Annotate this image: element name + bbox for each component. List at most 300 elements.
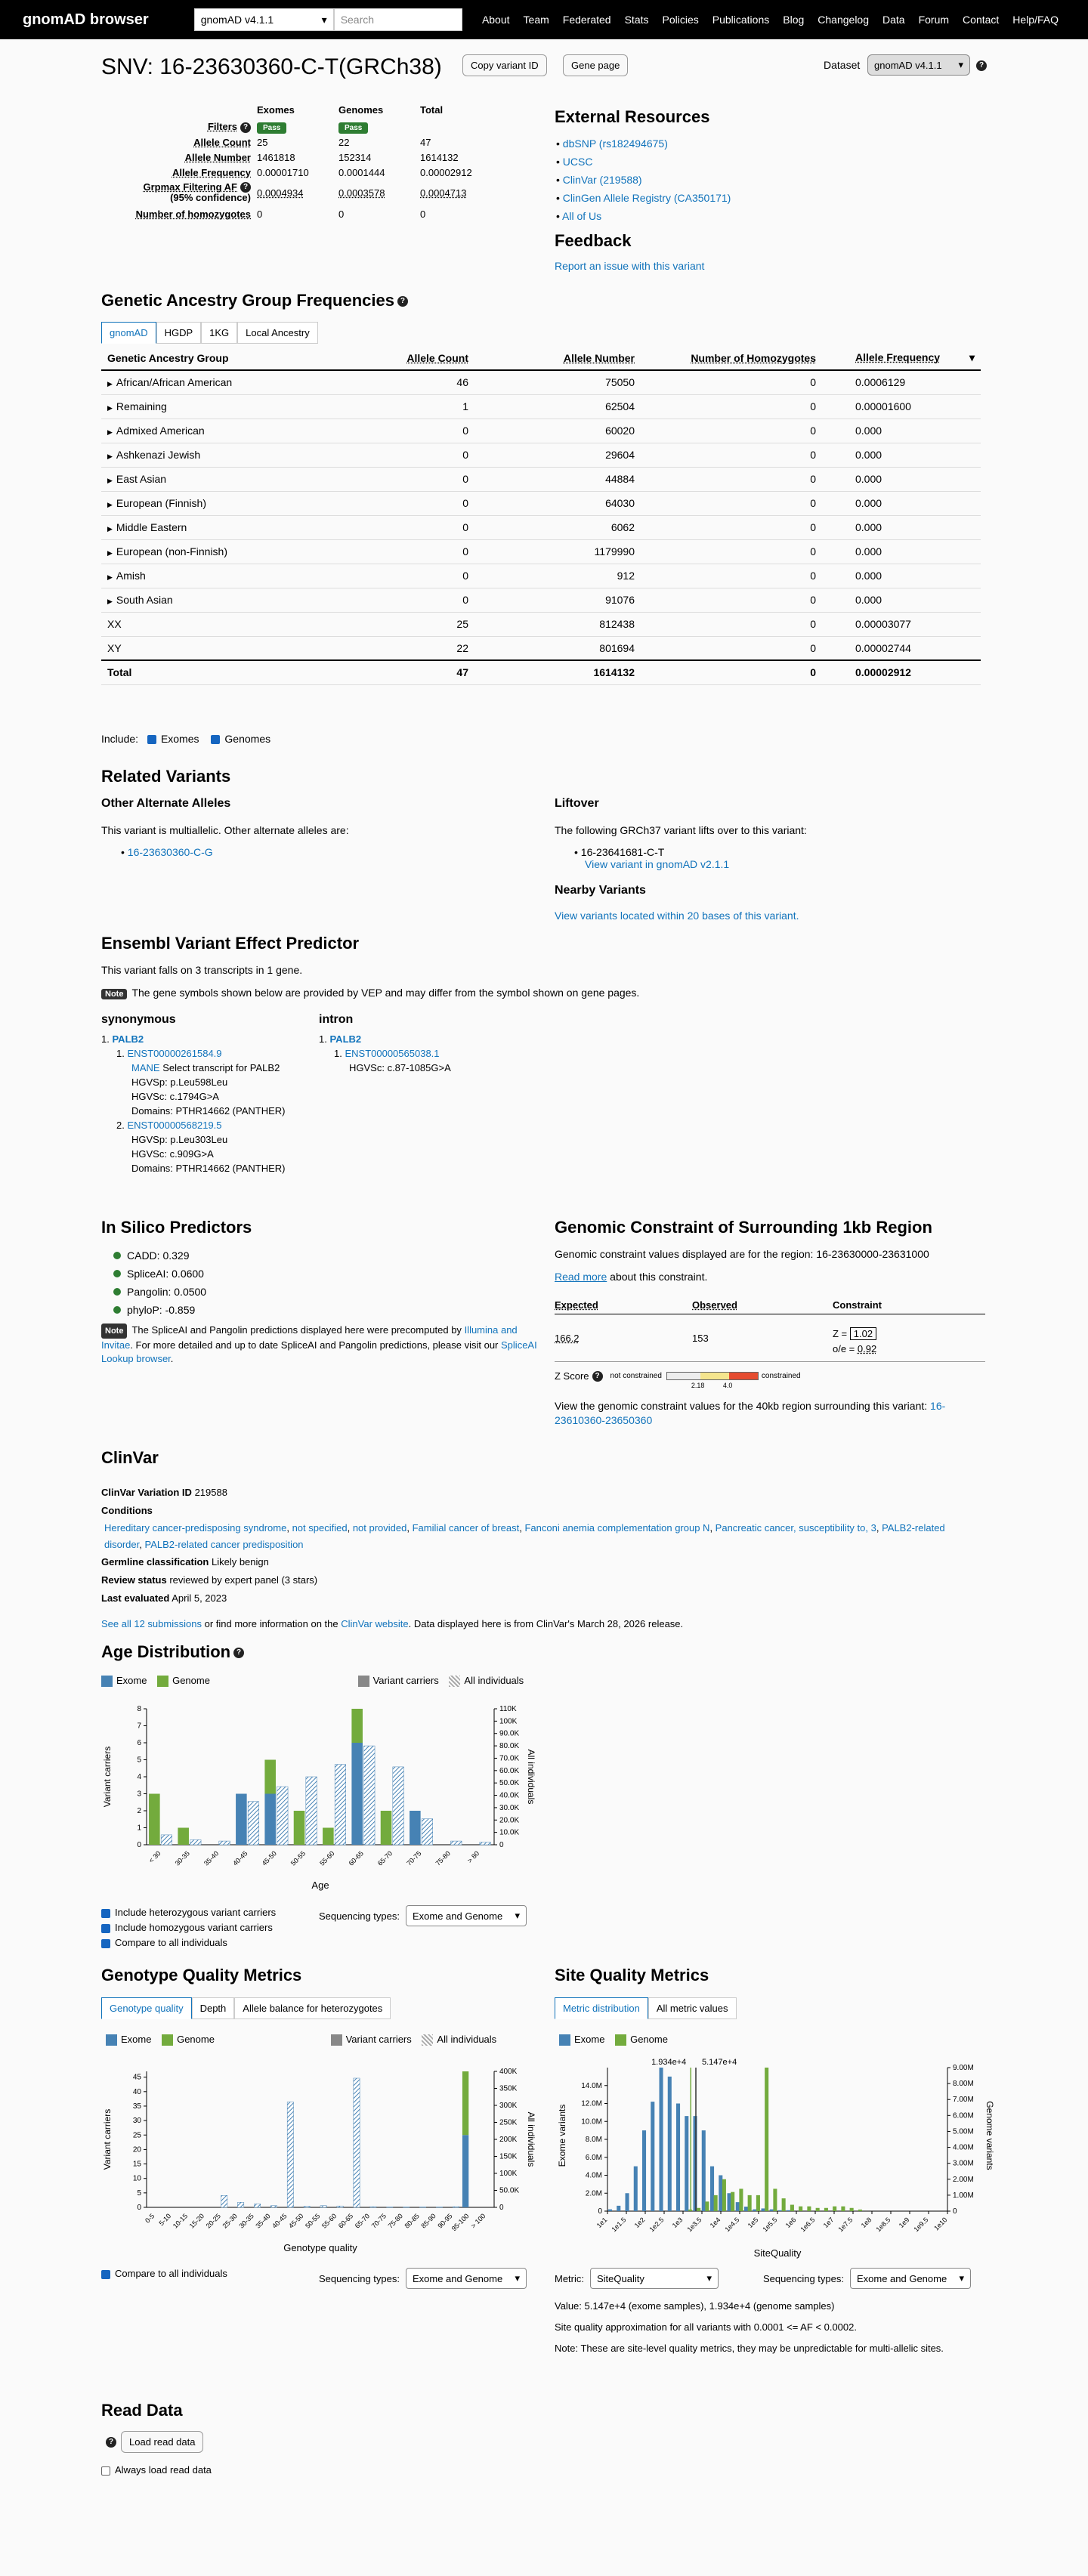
clinvar-details [101,1484,985,1633]
y-tick-label: 6.0M [585,2153,602,2162]
seq-select[interactable]: Exome and Genome ▾ [406,1905,527,1926]
domains: Domains: PTHR14662 (PANTHER) [131,1163,286,1174]
x-tick-label: 1e5.5 [761,2216,779,2234]
legend-exome: Exome [574,2034,605,2045]
dataset-dropdown[interactable]: gnomAD v4.1.1 ▾ [867,54,970,76]
legend-exome: Exome [121,2034,152,2045]
y-tick-label: 14.0M [581,2081,602,2090]
cell-value: 0 [810,425,816,437]
sort-down-icon: ▾ [969,351,975,363]
transcript-link[interactable]: ENST00000568219.5 [127,1120,222,1131]
freq-cell [822,370,981,394]
help-icon[interactable]: ? [976,60,987,71]
het-checkbox[interactable] [101,1909,110,1918]
bar-genome [756,2195,760,2211]
note-text: . [170,1353,174,1364]
bar-all-individuals [270,2206,277,2207]
sq-chart [555,2052,993,2264]
group-name: XY [107,641,122,654]
nav-helpfaq[interactable]: Help/FAQ [1012,14,1059,26]
nav-about[interactable]: About [481,14,510,26]
header-allele-frequency[interactable]: Allele Frequency [855,351,941,363]
help-icon[interactable]: ? [397,296,408,307]
x-tick-label: 55-60 [320,2212,338,2230]
bar-all-individuals [287,2102,293,2208]
y-tick-label: 2 [137,1807,141,1815]
dataset-label: Dataset [824,59,861,71]
gene-link[interactable]: PALB2 [112,1033,144,1045]
group-cell[interactable] [101,515,369,539]
bar-exome [608,2210,612,2211]
cell-value: 0.000 [855,521,882,533]
bar-exome [462,2135,468,2207]
condition-link[interactable]: not provided [352,1522,407,1534]
nav-blog[interactable]: Blog [783,14,805,26]
legend-exome: Exome [116,1675,147,1686]
value-cell [369,370,474,394]
include-label: Include: [101,733,139,745]
grpmax-genomes: 0.0003578 [338,187,385,199]
external-link[interactable]: dbSNP (rs182494675) [562,137,668,150]
y2-tick-label: 400K [499,2068,518,2076]
group-name: Remaining [116,400,167,412]
note-text: . For more detailed and up to date SpliceAI and Pangolin predictions, please visit our [130,1339,499,1351]
seq-select[interactable]: Exome and Genome ▾ [850,2268,971,2289]
col-total: Total [420,104,444,116]
gq-tabs [101,1997,391,2019]
top-navbar [0,0,1088,39]
bar-exome [710,2167,714,2211]
y-tick-label: 25 [132,2131,141,2140]
chevron-down-icon: ▾ [321,13,327,26]
predictor-item [113,1283,206,1301]
cell-value: 0 [810,545,816,558]
bar-genome [381,1811,392,1845]
bar-all-individuals [320,2206,326,2207]
nav-federated[interactable]: Federated [562,14,611,26]
summary-value: 25 [257,136,268,148]
x-tick-label: 70-75 [405,1849,423,1867]
grpmax-total: 0.0004713 [420,187,467,199]
bar-genome [178,1828,189,1846]
condition-link[interactable]: PALB2-related cancer predisposition [144,1539,304,1550]
freq-cell [822,515,981,539]
external-link[interactable]: All of Us [562,210,602,222]
y2-axis-label: All individuals [526,1749,536,1805]
x-tick-label: 1e3.5 [685,2216,703,2234]
y2-tick-label: 100K [499,1717,518,1726]
group-cell[interactable] [101,419,369,443]
dataset-select[interactable]: gnomAD v4.1.1 ▾ [194,8,334,31]
page-title: SNV: 16-23630360-C-T(GRCh38) [101,54,442,79]
table-row [101,539,981,564]
bar-exome [736,2202,740,2211]
always-load-checkbox[interactable] [101,2466,110,2476]
note-text: The SpliceAI and Pangolin predictions displayed here were precomputed by [131,1324,462,1336]
predictor-value: Pangolin: 0.0500 [127,1286,207,1298]
ancestry-tabs [101,322,318,344]
genomes-label: Genomes [224,733,271,745]
group-cell[interactable] [101,564,369,588]
bar-genome [697,2208,700,2211]
expand-icon[interactable]: ▶ [107,525,113,533]
nav-publications[interactable]: Publications [712,14,770,26]
value-cell [641,636,822,660]
y-tick-label: 0 [137,2204,141,2212]
separator: , [876,1522,882,1534]
x-tick-label: < 30 [147,1849,162,1864]
expand-icon[interactable]: ▶ [107,380,113,388]
grpmax-sub: (95% confidence) [170,192,251,204]
group-cell[interactable] [101,394,369,419]
value-cell [474,636,641,660]
value-cell [474,443,641,467]
condition-link[interactable]: not specified [292,1522,348,1534]
bar-exome [762,2208,765,2211]
x-tick-label: 30-35 [237,2212,255,2230]
metric-select[interactable]: SiteQuality ▾ [590,2268,719,2289]
x-tick-label: 1e2 [632,2216,647,2230]
help-icon[interactable]: ? [240,122,251,133]
header-observed: Observed [692,1299,737,1311]
y2-tick-label: 40.0K [499,1791,520,1800]
cell-value: 29604 [605,449,635,461]
bar-genome [782,2198,786,2211]
external-link-item: • dbSNP (rs182494675) [556,137,668,150]
group-name: Amish [116,570,146,582]
seq-select[interactable]: Exome and Genome ▾ [406,2268,527,2289]
group-name: XX [107,618,122,630]
review-label: Review status [101,1574,167,1586]
y-tick-label: 12.0M [581,2099,602,2108]
tab-all-metric-values[interactable]: All metric values [648,1997,737,2019]
bar-all-individuals [190,1839,202,1845]
group-cell[interactable] [101,491,369,515]
x-tick-label: 1e7 [821,2216,836,2230]
group-cell[interactable] [101,539,369,564]
compare-checkbox[interactable] [101,1939,110,1948]
x-tick-label: 20-25 [204,2212,222,2230]
condition-link[interactable]: Fanconi anemia complementation group N [524,1522,710,1534]
header-group[interactable]: Genetic Ancestry Group [101,346,369,370]
external-link-item: • ClinGen Allele Registry (CA350171) [556,192,731,204]
hom-genomes: 0 [338,208,345,220]
condition-link[interactable]: Hereditary cancer-predisposing syndrome [104,1522,287,1534]
include-options [101,733,270,745]
external-link[interactable]: ClinVar (219588) [562,174,642,186]
summary-label: Allele Count [193,136,251,148]
read-more-link[interactable]: Read more [555,1271,607,1283]
transcript-link[interactable]: ENST00000565038.1 [345,1048,440,1059]
y2-tick-label: 50.0K [499,2186,520,2195]
y-tick-label: 20 [132,2145,141,2154]
bar-genome [149,1794,160,1846]
search-input[interactable]: Search [334,8,462,31]
total-cell [474,660,641,684]
tab-1kg[interactable]: 1KG [201,322,237,344]
table-row [101,515,981,539]
y2-tick-label: 8.00M [953,2080,974,2089]
condition-link[interactable]: Pancreatic cancer, susceptibility to, 3 [715,1522,876,1534]
cell-value: 75050 [605,376,635,389]
scale-high [729,1373,758,1379]
nav-forum[interactable]: Forum [918,14,950,26]
see-all-submissions-link[interactable]: See all 12 submissions [101,1618,202,1629]
x-tick-label: 75-80 [386,2212,404,2230]
cell-value: 0 [462,473,468,485]
eval-value: April 5, 2023 [172,1592,227,1604]
bar-genome [765,2068,768,2211]
expand-icon[interactable]: ▶ [107,598,113,605]
note-badge: Note [101,1324,127,1339]
y2-tick-label: 300K [499,2102,518,2110]
bar-all-individuals [337,2206,343,2207]
brand-logo[interactable]: gnomAD browser [23,11,149,28]
note-badge: Note [101,989,127,999]
load-read-data-button[interactable]: Load read data [121,2431,203,2453]
age-title: Age Distribution ? [101,1642,244,1662]
x-tick-label: 1e8 [859,2216,873,2230]
bar-exome [778,2210,782,2211]
header-allele-number[interactable]: Allele Number [563,351,635,364]
help-icon[interactable]: ? [592,1371,603,1382]
alt-allele-link[interactable]: 16-23630360-C-G [127,846,213,858]
nav-policies[interactable]: Policies [662,14,699,26]
value-cell [641,564,822,588]
not-constrained-label: not constrained [610,1372,662,1380]
y2-tick-label: 60.0K [499,1766,520,1775]
y2-tick-label: 110K [499,1705,517,1713]
value-cell [369,443,474,467]
gene-link[interactable]: PALB2 [329,1033,362,1045]
hom-label: Number of homozygotes [135,208,251,220]
group-cell[interactable] [101,588,369,612]
tab-allele-balance-for-heterozygotes[interactable]: Allele balance for heterozygotes [234,1997,391,2019]
total-cell [369,660,474,684]
tab-local-ancestry[interactable]: Local Ancestry [237,322,318,344]
x-tick-label: 1e5 [746,2216,760,2230]
nav-stats[interactable]: Stats [624,14,649,26]
chevron-down-icon: ▾ [706,2272,712,2284]
bar-genome [858,2210,862,2211]
x-tick-label: 1e3 [670,2216,685,2230]
total-cell [101,660,369,684]
mane-text: Select transcript for PALB2 [162,1062,280,1073]
y2-tick-label: 4.00M [953,2143,974,2152]
freq-cell [822,394,981,419]
nav-contact[interactable]: Contact [963,14,1000,26]
value-cell [474,588,641,612]
nearby-link[interactable]: View variants located within 20 bases of this variant. [555,910,799,922]
group-name: Ashkenazi Jewish [116,449,201,461]
chevron-down-icon: ▾ [959,2272,964,2284]
total-value: 47 [456,666,468,679]
status-dot-icon [113,1252,121,1259]
group-cell[interactable] [101,370,369,394]
clinvar-website-link[interactable]: ClinVar website [341,1618,409,1629]
nav-data[interactable]: Data [882,14,905,26]
tab-hgdp[interactable]: HGDP [156,322,202,344]
expand-icon[interactable]: ▶ [107,549,113,557]
bar-genome [705,2201,709,2211]
hom-checkbox[interactable] [101,1924,110,1933]
freq-cell [822,612,981,636]
bar-all-individuals [237,2202,243,2207]
x-tick-label: > 80 [465,1849,481,1864]
header-homozygotes[interactable]: Number of Homozygotes [691,351,816,364]
het-label: Include heterozygous variant carriers [115,1907,277,1918]
value-cell [641,612,822,636]
expand-icon[interactable]: ▶ [107,404,113,412]
spliceai-link[interactable]: SpliceAI Lookup browser [101,1339,537,1364]
value-cell [369,539,474,564]
transcript-link[interactable]: ENST00000261584.9 [127,1048,222,1059]
y2-tick-label: 6.00M [953,2111,974,2120]
liftover-variant: 16-23641681-C-T [580,846,665,858]
y2-tick-label: 250K [499,2118,518,2127]
condition-link[interactable]: Familial cancer of breast [412,1522,520,1534]
view-40kb-text: View the genomic constraint values for the 40kb region surrounding this variant: [555,1400,928,1412]
pass-badge: Pass [257,122,286,134]
intron-title: intron [319,1013,354,1026]
separator: , [286,1522,292,1534]
y2-tick-label: 100K [499,2170,518,2178]
see-end: . Data displayed here is from ClinVar's March 28, 2026 release. [408,1618,684,1629]
compare-label: Compare to all individuals [115,1937,227,1948]
y-tick-label: 30 [132,2117,141,2126]
x-tick-label: 1e9.5 [912,2216,930,2234]
cell-value: 0 [810,473,816,485]
sq-title: Site Quality Metrics [555,1966,709,1985]
external-link[interactable]: UCSC [562,156,593,168]
related-variants-title: Related Variants [101,767,231,786]
report-issue-link[interactable]: Report an issue with this variant [555,260,705,272]
gq-legend [106,2034,496,2046]
expand-icon[interactable]: ▶ [107,501,113,508]
germline-label: Germline classification [101,1556,209,1568]
expand-icon[interactable]: ▶ [107,452,113,460]
group-cell [101,612,369,636]
y2-tick-label: 80.0K [499,1742,520,1751]
summary-row [101,150,494,165]
table-row [101,419,981,443]
y-tick-label: 10 [132,2174,141,2183]
oe-value: 0.92 [857,1343,877,1354]
y-tick-label: 0 [137,1841,141,1849]
summary-value: 0.00001710 [257,166,309,178]
y2-tick-label: 2.00M [953,2175,974,2184]
y2-tick-label: 0 [499,1841,504,1849]
nav-team[interactable]: Team [523,14,549,26]
bar-exome [770,2210,774,2211]
mane-link[interactable]: MANE [131,1062,160,1073]
bar-genome [688,2210,692,2211]
bar-genome [841,2207,845,2211]
header-allele-count[interactable]: Allele Count [406,351,468,364]
table-row [101,636,981,660]
y2-axis-label: All individuals [526,2111,536,2167]
expand-icon[interactable]: ▶ [107,573,113,581]
value-cell [641,539,822,564]
x-tick-label: 5-10 [157,2212,173,2228]
legend-all-swatch [422,2034,433,2046]
gene-page-button[interactable]: Gene page [563,54,628,76]
help-icon[interactable]: ? [233,1648,244,1658]
freq-cell [822,419,981,443]
y2-tick-label: 1.00M [953,2191,974,2200]
tab-genotype-quality[interactable]: Genotype quality [101,1997,192,2019]
value-cell [369,467,474,491]
x-tick-label: 40-45 [231,1849,249,1867]
alt-alleles-text: This variant is multiallelic. Other alternate alleles are: [101,824,349,836]
tab-gnomad[interactable]: gnomAD [101,322,156,344]
x-tick-label: 1e6 [784,2216,798,2230]
value-cell [641,419,822,443]
condition-link[interactable]: PALB2-related disorder [104,1522,945,1550]
x-tick-label: 1e4 [708,2216,722,2230]
external-resources [555,107,978,272]
bar-all-individuals [451,1841,462,1845]
legend-exome-swatch [559,2034,570,2046]
tab-depth[interactable]: Depth [192,1997,235,2019]
y2-tick-label: 3.00M [953,2159,974,2168]
clinvar-title: ClinVar [101,1448,159,1467]
copy-variant-id-button[interactable]: Copy variant ID [462,54,547,76]
bar-exome [753,2210,756,2211]
illumina-link[interactable]: Illumina and Invitae [101,1324,518,1351]
bar-genome [351,1709,363,1743]
hom-total: 0 [420,208,426,220]
external-link[interactable]: ClinGen Allele Registry (CA350171) [562,192,731,204]
tick-4-0: 4.0 [722,1382,733,1389]
scale-low [667,1373,700,1379]
value-cell [474,564,641,588]
expand-icon[interactable]: ▶ [107,477,113,484]
hgvsp: HGVSp: p.Leu598Leu [131,1076,228,1088]
group-name: South Asian [116,594,173,606]
legend-all: All individuals [437,2034,497,2045]
gq-seq [319,2268,527,2289]
region-link[interactable]: 16-23610360-23650360 [555,1400,946,1426]
cell-value: 0.00001600 [855,400,911,412]
value-cell [369,612,474,636]
exomes-checkbox[interactable] [147,735,156,744]
status-dot-icon [113,1288,121,1296]
vep-note-text: The gene symbols shown below are provided by VEP and may differ from the symbol shown on gene pages. [131,987,640,999]
liftover-link[interactable]: View variant in gnomAD v2.1.1 [585,858,730,870]
nav-changelog[interactable]: Changelog [818,14,870,26]
age-seq [319,1905,527,1926]
x-tick-label: 65-70 [353,2212,372,2230]
y2-tick-label: 5.00M [953,2127,974,2136]
group-name: Middle Eastern [116,521,187,533]
help-icon[interactable]: ? [106,2437,116,2448]
group-cell[interactable] [101,467,369,491]
y2-tick-label: 70.0K [499,1754,520,1763]
value-cell [369,394,474,419]
expand-icon[interactable]: ▶ [107,428,113,436]
y2-tick-label: 90.0K [499,1729,520,1738]
clinvar-id-label: ClinVar Variation ID [101,1487,192,1498]
age-options [101,1905,276,1951]
tab-metric-distribution[interactable]: Metric distribution [555,1997,648,2019]
bar-genome [748,2195,752,2211]
help-icon[interactable]: ? [240,182,251,193]
genomes-checkbox[interactable] [211,735,220,744]
compare-checkbox[interactable] [101,2270,110,2279]
group-cell[interactable] [101,443,369,467]
summary-value: 47 [420,136,431,148]
